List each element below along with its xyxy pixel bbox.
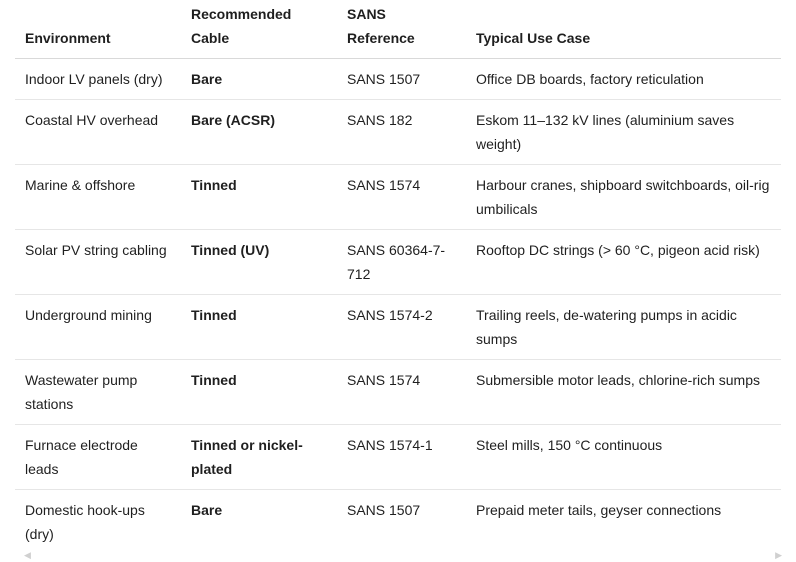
header-typical-use-case: Typical Use Case — [466, 2, 781, 59]
cell-reference: SANS 1574-1 — [337, 425, 466, 490]
table-header-row — [15, 2, 781, 59]
cell-cable: Tinned — [181, 165, 337, 230]
cell-reference: SANS 182 — [337, 100, 466, 165]
cell-use-case: Eskom 11–132 kV lines (aluminium saves weight) — [466, 100, 781, 165]
cell-environment: Domestic hook-ups (dry) — [25, 502, 145, 542]
chevron-left-icon[interactable]: ◀ — [24, 550, 31, 560]
cell-use-case: Submersible motor leads, chlorine-rich sumps — [466, 360, 781, 425]
cell-reference: SANS 1507 — [337, 59, 466, 100]
cell-use-case: Prepaid meter tails, geyser connections — [476, 502, 722, 518]
table-row — [15, 230, 781, 295]
cable-comparison-table — [15, 2, 781, 554]
cell-environment: Marine & offshore — [15, 165, 181, 230]
cell-use-case: Trailing reels, de-watering pumps in acidic sumps — [466, 295, 781, 360]
table-row — [15, 59, 781, 100]
table-row — [15, 360, 781, 425]
cell-reference: SANS 1574 — [337, 165, 466, 230]
cell-cable: Tinned — [181, 295, 337, 360]
cell-environment: Underground mining — [15, 295, 181, 360]
cell-use-case: Rooftop DC strings (> 60 °C, pigeon acid risk) — [466, 230, 781, 295]
cell-reference: SANS 1574-2 — [337, 295, 466, 360]
cell-cable: Tinned — [181, 360, 337, 425]
table-row — [15, 295, 781, 360]
cell-use-case: Harbour cranes, shipboard switchboards, oil-rig umbilicals — [466, 165, 781, 230]
cell-reference: SANS 60364-7-712 — [337, 230, 466, 295]
cell-environment: Wastewater pump stations — [15, 360, 181, 425]
cell-reference: SANS 1574 — [337, 360, 466, 425]
cell-cable: Bare — [191, 502, 223, 518]
table-row — [15, 490, 781, 555]
cell-reference: SANS 1507 — [347, 502, 421, 518]
header-recommended-cable: Recommended Cable — [181, 2, 337, 59]
table-row — [15, 425, 781, 490]
cell-environment: Indoor LV panels (dry) — [15, 59, 181, 100]
chevron-right-icon[interactable]: ▶ — [775, 550, 782, 560]
cell-cable: Tinned or nickel-plated — [181, 425, 337, 490]
cell-use-case: Office DB boards, factory reticulation — [466, 59, 781, 100]
table-row — [15, 100, 781, 165]
table-row — [15, 165, 781, 230]
cell-environment: Furnace electrode leads — [15, 425, 181, 490]
cell-use-case: Steel mills, 150 °C continuous — [466, 425, 781, 490]
cell-cable: Bare (ACSR) — [181, 100, 337, 165]
cell-environment: Solar PV string cabling — [15, 230, 181, 295]
header-sans-reference: SANS Reference — [337, 2, 466, 59]
cell-cable: Bare — [181, 59, 337, 100]
cell-environment: Coastal HV overhead — [15, 100, 181, 165]
cell-cable: Tinned (UV) — [181, 230, 337, 295]
header-environment: Environment — [15, 2, 181, 59]
